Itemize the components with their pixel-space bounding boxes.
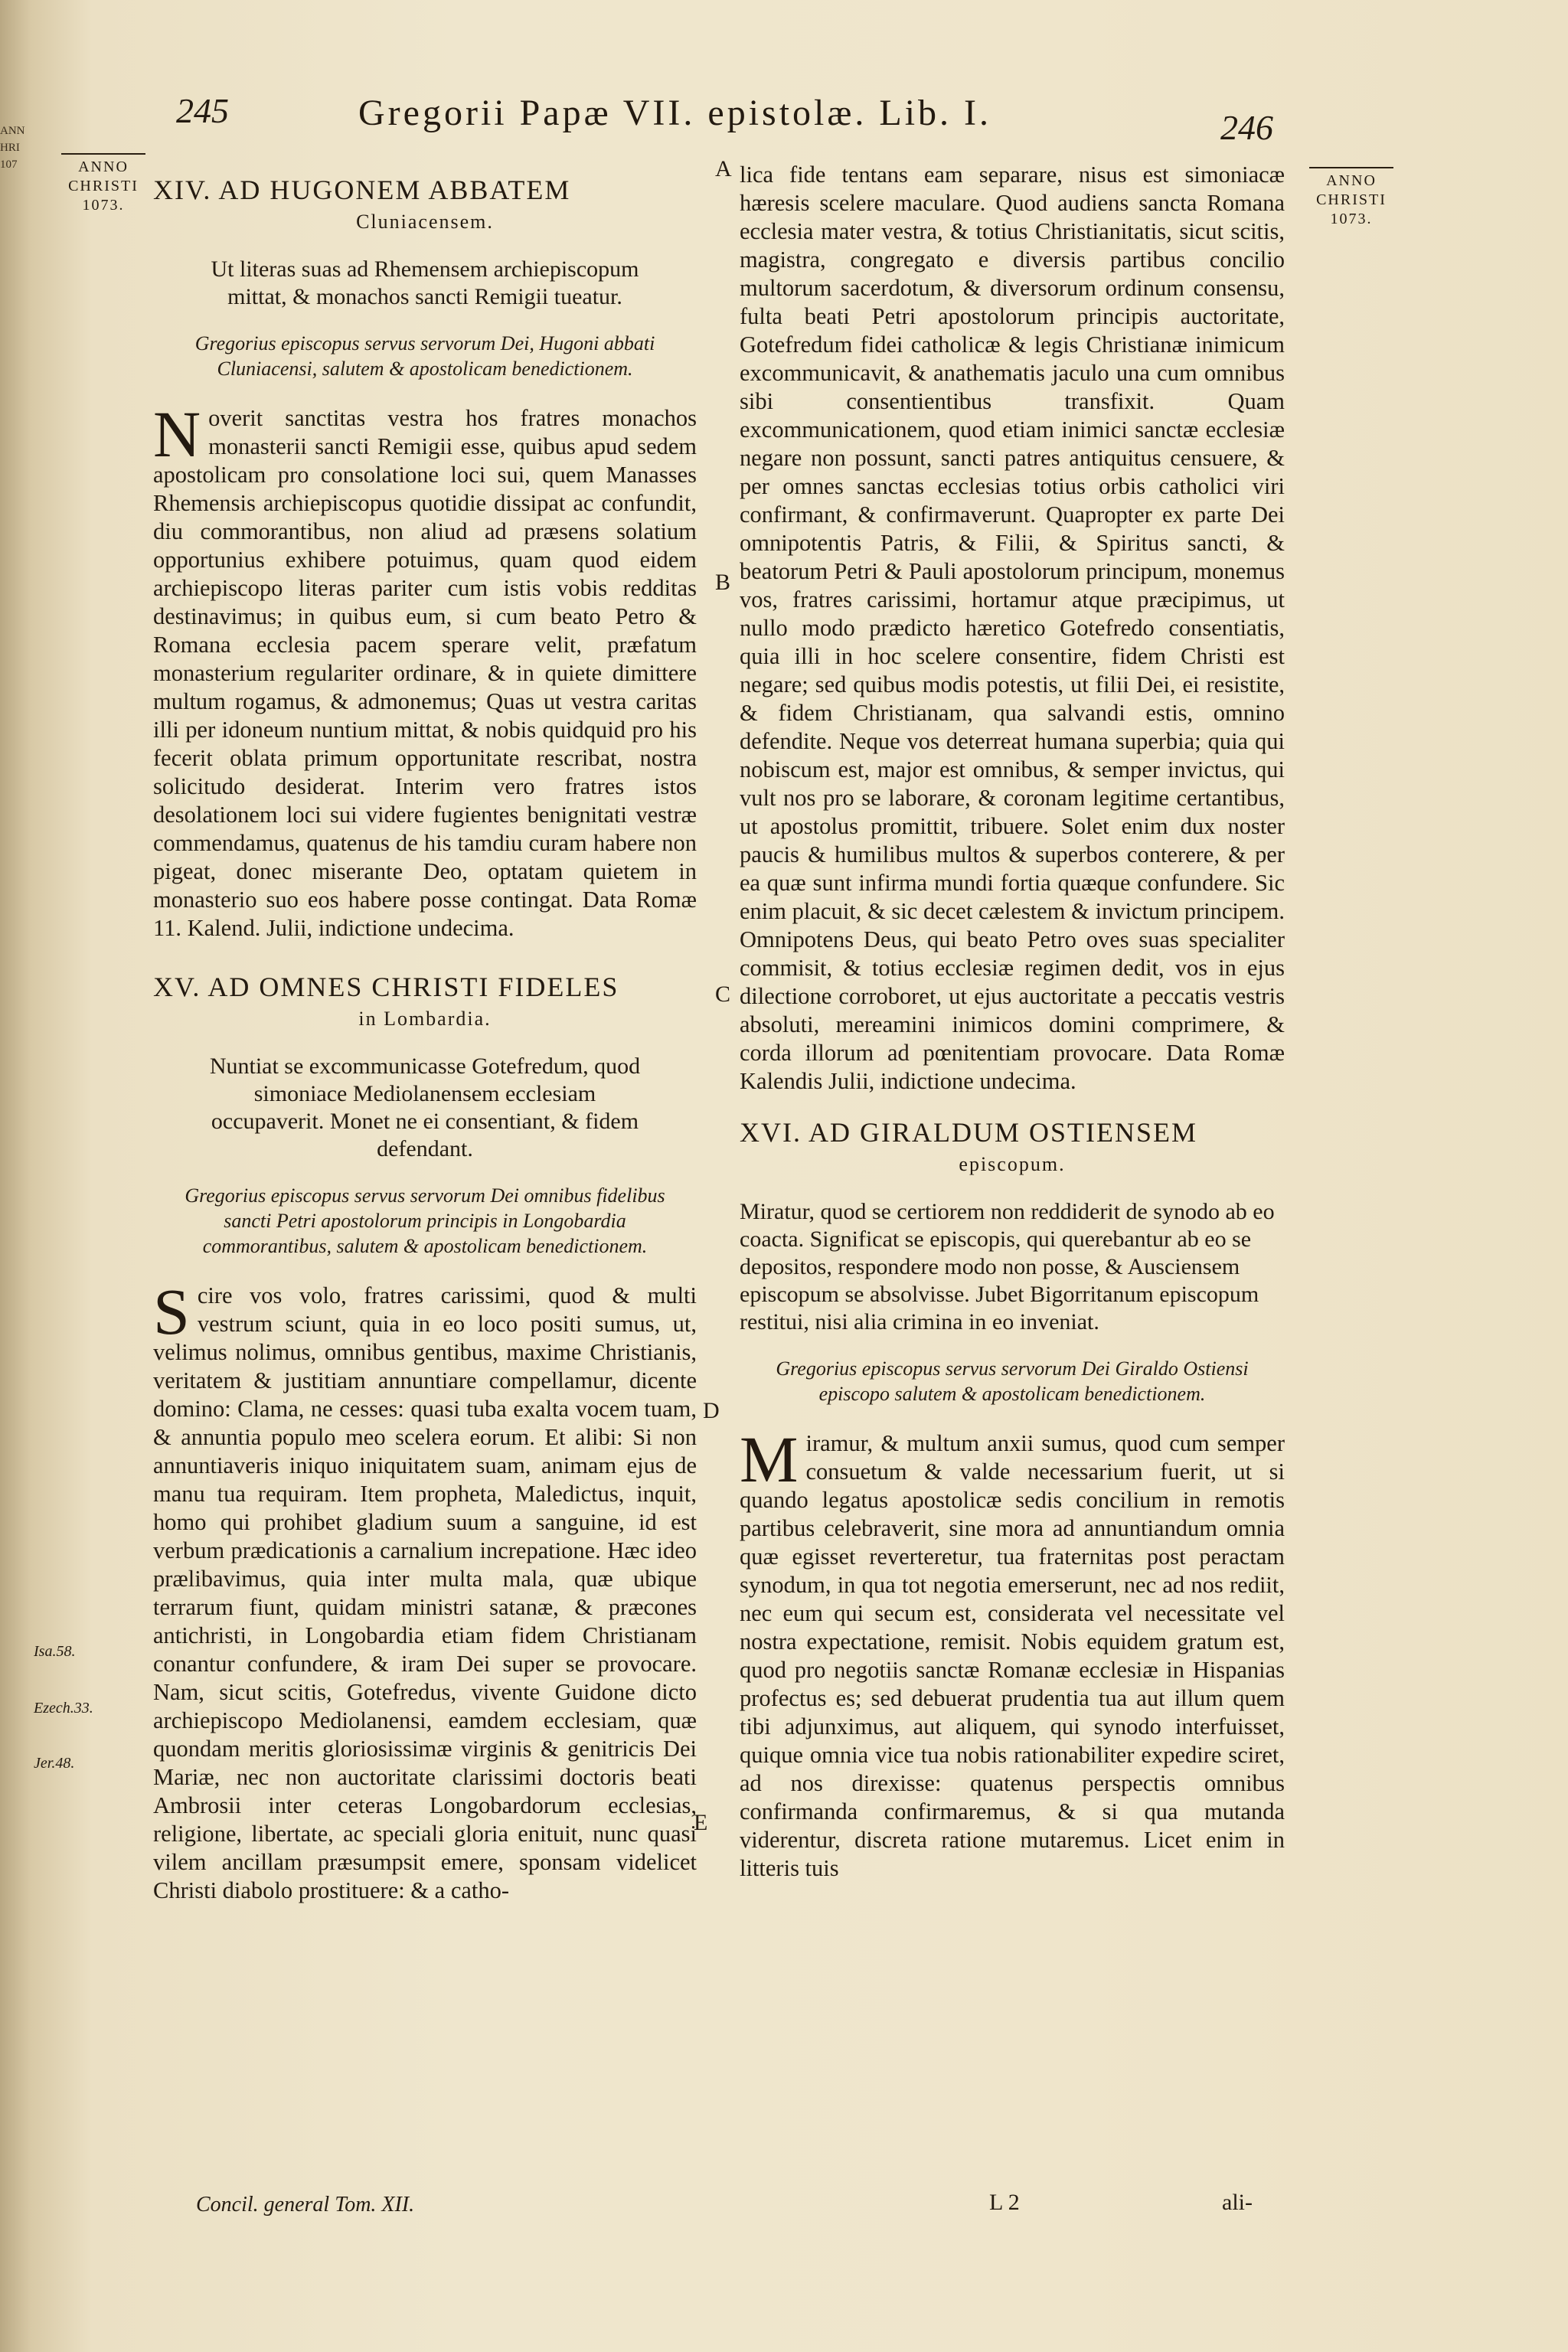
drop-cap: S	[153, 1275, 190, 1348]
anno-label: ANNO	[78, 158, 129, 175]
epistle-14-salutation: Gregorius episcopus servus servorum Dei, Hugoni abbati Cluniacensi, salutem & apostolicam benedictionem.	[194, 332, 655, 380]
section-letter: D	[703, 1398, 720, 1423]
margin-note: Jer.48.	[34, 1755, 75, 1772]
epistle-16-body	[740, 1423, 1285, 1883]
divider	[61, 153, 145, 155]
epistle-15-subtitle: in Lombardia.	[358, 1008, 492, 1030]
anno-christi: CHRISTI	[68, 178, 139, 194]
epistle-16-subtitle: episcopum.	[959, 1153, 1066, 1175]
right-column	[740, 161, 1285, 1883]
signature-mark: L 2	[989, 2190, 1020, 2215]
epistle-15-salutation: Gregorius episcopus servus servorum Dei omnibus fidelibus sancti Petri apostolorum principis in Longobardia commorantibus, salutem & apostolicam benedictionem.	[185, 1184, 665, 1257]
epistle-14-text: overit sanctitas vestra hos fratres monachos monasterii sancti Remigii esse, quibus apud sedem apostolicam pro consolatione loci sui, quem Manasses Rhemensis archiepiscopus quotidie dissipat ac confundit, diu commorantibus, non aliud ad præsens solatium opportunius exhibere potuimus, quam quod eidem archiepiscopo literas pariter cum istis vobis redditas destinavimus; in quibus eum, si cum beato Petro & Romana ecclesia pacem sperare velit, præfatum monasterium regulariter ordinare, & in quiete dimittere multum rogamus, & admonemus; Quas ut vestra caritas illi per idoneum nuntium mittat, & nobis quidquid pro his fecerit oblata primum opportunitate rescribat, nostra solicitudo desiderat. Interim vero fratres istos desolationem loci sui videre fugientes benignitati vestræ commendamus, quatenus de his tamdiu curam habere non pigeat, donec miserante Deo, optatam quietem in monasterio suo eos habere posse contingat. Data Romæ 11. Kalend. Julii, indictione undecima.	[153, 405, 697, 941]
anno-year: 1073.	[1330, 211, 1373, 227]
epistle-15-body	[153, 1275, 697, 1905]
epistle-15-text: cire vos volo, fratres carissimi, quod & multi vestrum sciunt, quia in eo loco positi sumus, ut, velimus nolimus, omnibus gentibus, maxime Christianis, veritatem & justitiam annuntiare compellamur, dicente domino: Clama, ne cesses: quasi tuba exalta vocem tuam, & annuntia populo meo scelera eorum. Et alibi: Si non annuntiaveris iniquo iniquitatem suam, animam ejus de manu tua requiram. Item propheta, Maledictus, inquit, homo qui prohibet gladium suum a sanguine, id est verbum prædicationis a carnalium increpatione. Hæc ideo prælibavimus, quia inter multa mala, quæ ubique terrarum fiunt, quidam ministri satanæ, & præcones antichristi, in Longobardia etiam fidem Christianam conantur confundere, & iram Dei super se provocare. Nam, sicut scitis, Gotefredus, vivente Guidone dicto archiepiscopo Mediolanensi, eamdem ecclesiam, quæ quondam meritis gloriosissimæ virginis & genitricis Dei Mariæ, nec non auctoritate clarissimi doctoris beati Ambrosii inter ceteras Longobardorum ecclesias, religione, libertate, ac speciali gloria enituit, nunc quasi vilem ancillam præsumpsit emere, sponsam videlicet Christi diabolo prostituere: & a catho-	[153, 1282, 697, 1903]
section-letter: A	[715, 156, 732, 181]
epistle-15-continuation: lica fide tentans eam separare, nisus est simoniacæ hæresis scelere maculare. Quod audiens sancta Romana ecclesia mater vestra, & totius Christianitatis, sicut scitis, magistra, congregato e diversis partibus concilio multorum sacerdotum, & diversorum ordinum consensu, fulta beati Petri apostolorum principis auctoritate, Gotefredum fidei catholicæ & legis Christianæ inimicum excommunicavit, & anathematis jaculo una cum omnibus sibi consentientibus transfixit. Quam excommunicationem, quod etiam inimici sanctæ ecclesiæ negare non possunt, sancti patres antiquitus censuere, & per omnes sanctas ecclesias totius orbis catholici viri confirmant, & confirmaverunt. Quapropter ex parte Dei omnipotentis Patris, & Filii, & Spiritus sancti, & beatorum Petri & Pauli apostolorum principum, monemus vos, fratres carissimi, hortamur atque præcipimus, ut nullo modo prædicto hæretico Gotefredo consentiatis, quia illi in hoc scelere consentire, fidem Christi est negare; sed quibus modis potestis, ut filii Dei, ei resistite, & fidem Christianam, qua salvandi estis, omnino defendite. Neque vos deterreat humana superbia; quia qui nobiscum est, major est omnibus, & semper invictus, qui vult nos pro se laborare, & coronam legitime certantibus, ut apostolus promittit, tribuere. Solet enim dux noster paucis & humilibus multos & superbos conterere, & per ea quæ sunt infirma mundi fortia quæque confundere. Sic enim placuit, & sic decet cælestem & invictum principem. Omnipotens Deus, qui beato Petro oves suas specialiter commisit, & totius ecclesiæ regimen dedit, vos in ejus dilectione corroboret, ut ejus auctoritate a peccatis vestris absoluti, mereamini inimicos domini comprimere, & corda illorum ad pœnitentiam provocare. Data Romæ Kalendis Julii, indictione undecima.	[740, 162, 1285, 1094]
gutter-line: 107	[0, 158, 18, 171]
signature-footer: Concil. general Tom. XII.	[196, 2193, 415, 2216]
epistle-16-salutation: Gregorius episcopus servus servorum Dei Giraldo Ostiensi episcopo salutem & apostolicam benedictionem.	[776, 1357, 1249, 1405]
epistle-16-summary: Miratur, quod se certiorem non reddiderit de synodo ab eo coacta. Significat se episcopis, qui querebantur ab eo se depositos, responderе modo non posse, & Ausciensem episcopum se absolvisse. Jubet Bigorritanum episcopum restitui, nisi alia crimina in eo inveniat.	[740, 1199, 1275, 1334]
gutter-fragment	[0, 122, 35, 214]
catchword: ali-	[1222, 2190, 1253, 2215]
page-number-right: 246	[1220, 108, 1273, 147]
epistle-14-summary: Ut literas suas ad Rhemensem archiepiscopum mittat, & monachos sancti Remigii tueatur.	[211, 256, 639, 309]
drop-cap: M	[740, 1423, 799, 1496]
epistle-16-title: XVI. AD GIRALDUM OSTIENSEM	[740, 1117, 1197, 1148]
drop-cap: N	[153, 397, 201, 471]
running-title: Gregorii Papæ VII. epistolæ. Lib. I.	[358, 93, 992, 133]
page-number-left: 245	[176, 91, 229, 130]
anno-year: 1073.	[82, 197, 125, 214]
epistle-16-text: iramur, & multum anxii sumus, quod cum semper consuetum & valde necessarium fuerit, ut si quando legatus apostolicæ sedis concilium in remotis partibus celebraverit, sine mora ad annuntiandum omnia quæ egisset reverteretur, tua fraternitas post peractam synodum, in qua tot negotia emerserunt, nec ad nos rediit, nec eum qui secum est, considerata vel necessitate vel nostra expectatione, remisit. Nobis equidem gratum est, quod pro negotiis sanctæ Romanæ ecclesiæ in Hispanias profectus es; sed debuerat prudentia tua aut illum quem tibi adjunximus, aut aliquem, qui synodo interfuisset, quique omnia vice tua nobis rationabiliter expedire sciret, ad nos direxisse: quatenus perspectis omnibus confirmanda confirmaremus, & si qua mutanda viderentur, discreta ratione mutaremus. Licet enim in litteris tuis	[740, 1430, 1285, 1881]
gutter-line: ANN	[0, 125, 25, 137]
epistle-15-title: XV. AD OMNES CHRISTI FIDELES	[153, 972, 619, 1002]
margin-note: Isa.58.	[34, 1643, 76, 1660]
margin-note: Ezech.33.	[34, 1700, 93, 1717]
epistle-14-title: XIV. AD HUGONEM ABBATEM	[153, 175, 571, 205]
divider	[1309, 167, 1393, 168]
anno-label: ANNO	[1326, 172, 1377, 189]
section-letter: C	[715, 982, 731, 1007]
anno-marginal-right	[1294, 167, 1409, 229]
epistle-15-summary: Nuntiat se excommunicasse Gotefredum, quod simoniace Mediolanensem ecclesiam occupaverit. Monet ne ei consentiant, & fidem defendant.	[209, 1054, 641, 1161]
left-column	[153, 176, 697, 1905]
section-letter: B	[715, 570, 731, 595]
epistle-14-subtitle: Cluniacensem.	[356, 211, 494, 233]
section-letter: E	[694, 1810, 708, 1835]
epistle-14-body	[153, 397, 697, 942]
anno-marginal-left	[54, 153, 153, 215]
gutter-line: HRI	[0, 142, 20, 154]
anno-christi: CHRISTI	[1316, 191, 1387, 208]
